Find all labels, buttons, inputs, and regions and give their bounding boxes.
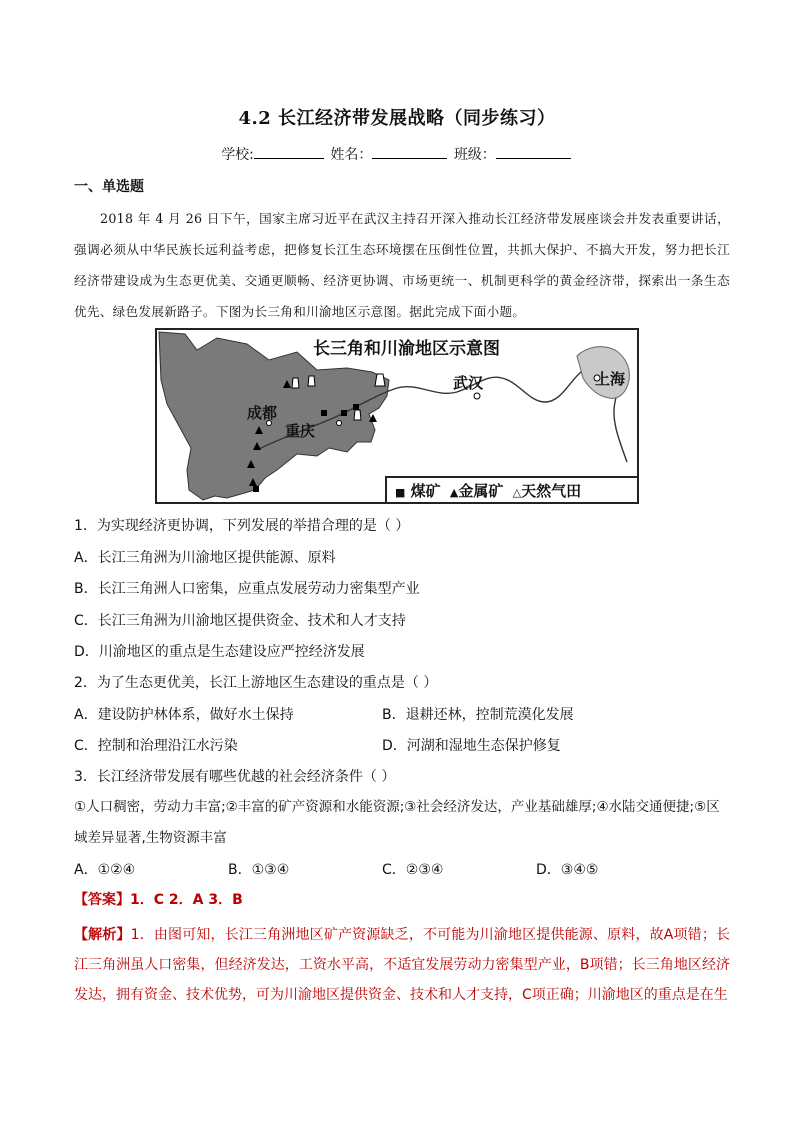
- question-1-option-c[interactable]: C．长江三角洲为川渝地区提供资金、技术和人才支持: [74, 613, 406, 629]
- answer-label: 【答案】: [74, 892, 130, 908]
- city-label-chengdu: 成都: [247, 404, 278, 422]
- chongqing-dot: [337, 421, 342, 426]
- question-2-option-a[interactable]: A．建设防护林体系，做好水土保持: [74, 707, 294, 723]
- intro-paragraph: 2018 年 4 月 26 日下午，国家主席习近平在武汉主持召开深入推动长江经济带发展座谈会并发表重要讲话，强调必须从中华民族长远利益考虑，把修复长江生态环境摆在压倒性位置，共抓大保护、不搞大开发，努力把长江经济带建设成为生态更优美、交通更顺畅、经济更协调、市场更统一、机制更科学的黄金经济带，探索出一条生态优先、绿色发展新路子。下图为长三角和川渝地区示意图。据此完成下面小题。: [74, 211, 730, 319]
- wuhan-dot: [474, 393, 480, 399]
- question-3-option-c[interactable]: C．②③④: [382, 862, 444, 878]
- question-3-conditions: ①人口稠密，劳动力丰富;②丰富的矿产资源和水能资源;③社会经济发达，产业基础雄厚;④水陆交通便捷;⑤区域差异显著,生物资源丰富: [74, 799, 720, 846]
- city-label-chongqing: 重庆: [285, 422, 316, 440]
- analysis-block: [74, 920, 730, 1010]
- map-legend: [385, 476, 637, 502]
- section-heading: 一、单选题: [74, 179, 144, 195]
- metal-legend-label: 金属矿: [458, 482, 504, 500]
- class-label: 班级：: [453, 147, 496, 163]
- analysis-label: 【解析】: [74, 927, 131, 943]
- question-1-stem: 1．为实现经济更协调，下列发展的举措合理的是（ ）: [74, 518, 410, 534]
- question-1-option-d[interactable]: D．川渝地区的重点是生态建设应严控经济发展: [74, 644, 365, 660]
- answer-value: 1．C 2．A 3．B: [130, 892, 243, 908]
- question-3-stem: 3．长江经济带发展有哪些优越的社会经济条件（ ）: [74, 769, 396, 785]
- city-label-shanghai: 上海: [595, 370, 626, 388]
- coal-legend-label: 煤矿: [410, 482, 441, 500]
- student-info-line: [0, 144, 794, 164]
- coal-legend-icon: ■: [395, 486, 406, 499]
- answer-line: [74, 889, 243, 909]
- class-blank: [496, 144, 571, 159]
- city-label-wuhan: 武汉: [453, 374, 484, 392]
- region-map-figure: [155, 328, 639, 504]
- name-blank: [372, 144, 447, 159]
- name-label: 姓名：: [330, 147, 373, 163]
- document-title: 4.2 长江经济带发展战略（同步练习）: [238, 108, 556, 129]
- question-2-stem: 2．为了生态更优美，长江上游地区生态建设的重点是（ ）: [74, 675, 438, 691]
- question-3-option-a[interactable]: A．①②④: [74, 862, 136, 878]
- question-1-option-a[interactable]: A．长江三角洲为川渝地区提供能源、原料: [74, 550, 336, 566]
- gas-legend-label: 天然气田: [521, 482, 582, 500]
- question-2-option-d[interactable]: D．河湖和湿地生态保护修复: [382, 738, 561, 754]
- school-label: 学校:: [221, 147, 254, 163]
- question-2-option-c[interactable]: C．控制和治理沿江水污染: [74, 738, 238, 754]
- question-3-option-d[interactable]: D．③④⑤: [536, 862, 599, 878]
- gas-legend-icon: △: [512, 486, 522, 499]
- analysis-text: 1．由图可知，长江三角洲地区矿产资源缺乏，不可能为川渝地区提供能源、原料，故A项错；长江三角洲虽人口密集，但经济发达，工资水平高，不适宜发展劳动力密集型产业，B项错；长三角地区经济发达，拥有资金、技术优势，可为川渝地区提供资金、技术和人才支持，C项正确；川渝地区的重点是在生: [74, 927, 731, 1003]
- map-title: 长三角和川渝地区示意图: [313, 339, 500, 359]
- question-1-option-b[interactable]: B．长江三角洲人口密集，应重点发展劳动力密集型产业: [74, 581, 420, 597]
- metal-legend-icon: ▲: [449, 486, 459, 499]
- question-3-option-b[interactable]: B．①③④: [228, 862, 290, 878]
- question-2-option-b[interactable]: B．退耕还林，控制荒漠化发展: [382, 707, 574, 723]
- school-blank: [254, 144, 324, 159]
